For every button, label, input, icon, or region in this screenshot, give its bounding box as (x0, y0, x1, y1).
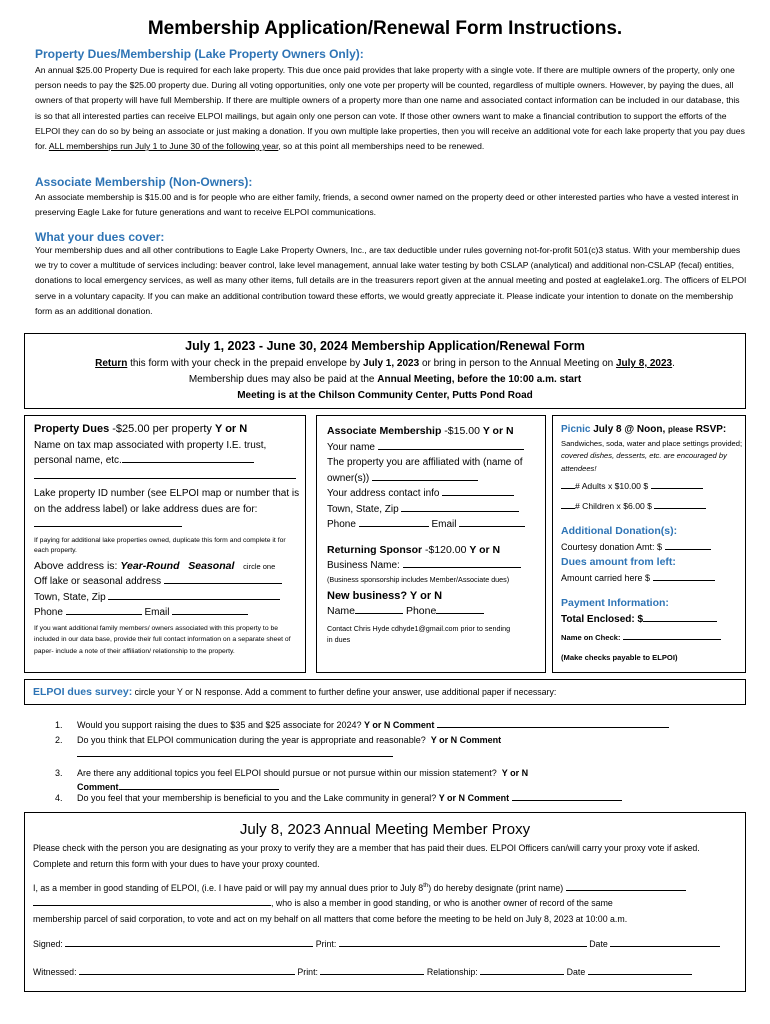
survey-question-4: 4. Do you feel that your membership is beneficial to you and the Lake community in general? Y or N Comment (55, 791, 735, 806)
form-title: July 1, 2023 - June 30, 2024 Membership Application/Renewal Form (185, 339, 585, 353)
associate-column (327, 424, 541, 645)
q3-comment-field[interactable] (119, 780, 279, 790)
payment-heading: Payment Information: (561, 597, 669, 609)
proxy-title: July 8, 2023 Annual Meeting Member Proxy (239, 821, 531, 838)
adults-amount-field[interactable] (651, 479, 703, 489)
check-name-field[interactable] (623, 630, 721, 640)
signed-field[interactable] (65, 937, 313, 947)
survey-intro: ELPOI dues survey: circle your Y or N response. Add a comment to further define your answer, use additional paper if necessary: (33, 686, 557, 698)
amount-carried-row: Amount carried here $ (561, 571, 743, 587)
relationship-field[interactable] (480, 965, 564, 975)
assoc-name-label: Your name (327, 440, 541, 456)
property-heading: Property Dues/Membership (Lake Property Owners Only): (35, 47, 364, 61)
witnessed-row: Witnessed: Print: Relationship: Date (33, 965, 741, 977)
adults-row: # Adults x $10.00 $ (561, 479, 743, 495)
assoc-town-label: Town, State, Zip (327, 502, 541, 518)
meeting-location: Meeting is at the Chilson Community Center, Putts Pond Road (237, 390, 533, 401)
adults-count-field[interactable] (561, 479, 575, 489)
children-count-field[interactable] (561, 499, 575, 509)
property-text: An annual $25.00 Property Due is required for each lake property. This due once paid provides that lake property with a single vote. If there are multiple owners of the property, only one person needs to pay the $25.00 property due. During all voting opportunities, only one vote per property will be counted, regardless of multiple owners. However, by paying the dues, all owners of that property will have full Membership. If there are multiple owners of a property more than one name and associated contact information can be included in our database, this is so that all interested parties can receive ELPOI mailings, but again only one person can vote. If those other owners want to make a financial contribution to support the efforts of the ELPOI they can do so by being an associate or just making a donation. If you own multiple lake properties, then you will receive an additional vote for each lake property that you pay dues for. ALL memberships run July 1 to June 30 of the following year, so at this point all memberships need to be renewed. (35, 65, 745, 152)
assoc-town-field[interactable] (401, 502, 519, 512)
proxy-designee-field-2[interactable] (33, 896, 271, 906)
total-enclosed-row: Total Enclosed: $ (561, 612, 743, 628)
col1-phone-email: Phone Email (34, 605, 300, 621)
associate-title: Associate Membership -$15.00 Y or N (327, 425, 514, 437)
additional-donation-heading: Additional Donation(s): (561, 525, 678, 537)
assoc-email-field[interactable] (459, 517, 525, 527)
q4-yn[interactable]: Y or N (438, 792, 466, 803)
return-instructions: Return this form with your check in the prepaid envelope by July 1, 2023 or bring in person to the Annual Meeting on July 8, 2023. (95, 358, 675, 369)
dues-left-heading: Dues amount from left: (561, 556, 676, 568)
lake-id-label: Lake property ID number (see ELPOI map or number that is on the address label) or lake address dues are for: (34, 486, 300, 533)
check-name-row: Name on Check: (561, 630, 743, 646)
sponsor-note: (Business sponsorship includes Member/Associate dues) (327, 574, 510, 584)
witnessed-field[interactable] (79, 965, 295, 975)
col1-town-label: Town, State, Zip (34, 590, 300, 606)
dues-heading: What your dues cover: (35, 230, 165, 244)
dues-text: Your membership dues and all other contributions to Eagle Lake Property Owners, Inc., are tax deductible under rules governing not-for-profit 501(c)3 status. With your membership dues we try to cover a multitude of services including: beaver control, lake level management, annual lake water testing by both CSLAP (analytical) and additional non-CSLAP (fecal) entities, donations to local emergency services, as well as many other items, full details are in the treasurers report given at the annual meeting and posted at eaglelake1.org. The officers of ELPOI serve in a voluntary capacity. If you can make an additional contribution toward these efforts, we would greatly appreciate it. Please indicate your intention to donate on the membership form as an additional donation. (35, 245, 747, 316)
survey-question-1: 1. Would you support raising the dues to $35 and $25 associate for 2024? Y or N Comment (55, 718, 735, 733)
survey-questions: 1. Would you support raising the dues to $35 and $25 associate for 2024? Y or N Comment 2. Do you think that ELPOI communication during the year is appropriate and reasonable? Y or N Comment 3. Are there any additional topics you feel ELPOI should pursue or not pursue within our mission statement? Y or N Comment 4. Do you feel that your membership is beneficial to you and the Lake community in general? Y or N Comment (55, 718, 735, 805)
new-business-name-field[interactable] (355, 604, 403, 614)
proxy-authority: membership parcel of said corporation, to vote and act on my behalf on all matters that come before the meeting to be held on July 8, 2023 at 10:00 a.m. (33, 913, 628, 924)
offlake-address-label: Off lake or seasonal address (34, 574, 300, 590)
children-amount-field[interactable] (654, 499, 706, 509)
affiliation-field[interactable] (372, 471, 478, 481)
children-row: # Children x $6.00 $ (561, 499, 743, 515)
tax-map-name-field[interactable] (122, 453, 254, 463)
associate-text: An associate membership is $15.00 and is for people who are either family, friends, a second owner named on the property deed or other interested parties who have a vested interest in preserving Eagle Lake for future generations and want to receive ELPOI communications. (35, 192, 739, 218)
membership-period: ALL memberships run July 1 to June 30 of the following year (48, 141, 279, 152)
col1-email-field[interactable] (172, 605, 248, 615)
col1-phone-field[interactable] (66, 605, 142, 615)
q2-comment-field[interactable] (77, 747, 393, 757)
business-name-field[interactable] (403, 558, 521, 568)
q1-comment-field[interactable] (437, 718, 669, 728)
affiliation-label: The property you are affiliated with (name of owner(s)) (327, 457, 523, 484)
form-header-box (24, 333, 746, 409)
business-name-label: Business Name: (327, 558, 541, 574)
seasonal-option[interactable]: Seasonal (188, 559, 235, 572)
tax-map-name-field-2[interactable] (34, 469, 296, 479)
property-dues-title: Property Dues -$25.00 per property Y or N (34, 423, 248, 435)
sponsor-contact: Contact Chris Hyde cdhyde1@gmail.com prior to sending in dues (327, 623, 511, 644)
signed-print-field[interactable] (339, 937, 587, 947)
sponsor-title: Returning Sponsor -$120.00 Y or N (327, 543, 501, 556)
lake-id-field[interactable] (34, 517, 182, 527)
assoc-address-field[interactable] (442, 486, 514, 496)
total-enclosed-field[interactable] (643, 612, 717, 622)
payment-column (561, 422, 743, 665)
page-title: Membership Application/Renewal Form Instructions. (147, 18, 623, 39)
proxy-intro: Please check with the person you are designating as your proxy to verify they are a member that has paid their dues. ELPOI Officers can/will carry your proxy vote if asked. Complete and return this form with your dues to have your proxy counted. (33, 843, 700, 869)
witness-date-field[interactable] (588, 965, 692, 975)
proxy-designee-field[interactable] (566, 881, 686, 891)
witness-print-field[interactable] (320, 965, 424, 975)
courtesy-donation-field[interactable] (665, 540, 711, 550)
new-business-question: New business? Y or N (327, 589, 443, 602)
q1-yn[interactable]: Y or N (364, 720, 391, 730)
checks-payable-note: (Make checks payable to ELPOI) (561, 652, 678, 662)
survey-header-box (24, 679, 746, 705)
picnic-note: Sandwiches, soda, water and place settings provided; covered dishes, desserts, etc. are encouraged by attendees! (561, 438, 743, 473)
tax-map-name-label: Name on tax map associated with property I.E. trust, personal name, etc. (34, 439, 267, 466)
signed-row: Signed: Print: Date (33, 937, 741, 949)
proxy-box (24, 812, 746, 992)
amount-carried-field[interactable] (653, 571, 715, 581)
col1-town-field[interactable] (108, 590, 280, 600)
q2-yn[interactable]: Y or N (430, 734, 458, 745)
assoc-phone-email: Phone Email (327, 517, 541, 533)
q4-comment-field[interactable] (512, 791, 622, 801)
q3-yn[interactable]: Y or N (501, 767, 529, 778)
associate-heading: Associate Membership (Non-Owners): (35, 175, 253, 189)
year-round-option[interactable]: Year-Round (120, 559, 180, 572)
meeting-payment-note: Membership dues may also be paid at the Annual Meeting, before the 10:00 a.m. start (188, 374, 582, 385)
signed-date-field[interactable] (610, 937, 720, 947)
new-business-fields: Name Phone (327, 604, 541, 620)
picnic-title: Picnic July 8 @ Noon, please RSVP: (561, 424, 727, 435)
assoc-address-label: Your address contact info (327, 486, 541, 502)
family-members-note: If you want additional family members/ owners associated with this property to be included in our data base, provide their full contact information on a separate sheet of paper- include a note of their affiliation/ relationship to the property. (34, 624, 291, 655)
offlake-address-field[interactable] (164, 574, 282, 584)
courtesy-donation-row: Courtesy donation Amt: $ (561, 540, 743, 556)
additional-property-note: If paying for additional lake properties owned, duplicate this form and complete it for each property. (34, 536, 286, 554)
proxy-designation: I, as a member in good standing of ELPOI, (i.e. I have paid or will pay my annual dues prior to July 8th) do hereby designate (print name) , who is also a member in good standing, or who is another owner of record of the same membership parcel of said corporation, to vote and act on my behalf on all matters that come before the meeting to be held on July 8, 2023 at 10:00 a.m. (33, 879, 741, 927)
new-business-phone-field[interactable] (436, 604, 484, 614)
survey-question-3: 3. Are there any additional topics you feel ELPOI should pursue or not pursue within our mission statement? Y or N (55, 767, 529, 778)
assoc-name-field[interactable] (378, 440, 524, 450)
address-type-selector[interactable]: Above address is: Year-Round Seasonal circle one (34, 559, 276, 572)
assoc-phone-field[interactable] (359, 517, 429, 527)
property-dues-column (34, 422, 300, 657)
survey-question-2: 2. Do you think that ELPOI communication during the year is appropriate and reasonable? Y or N Comment (55, 734, 502, 745)
